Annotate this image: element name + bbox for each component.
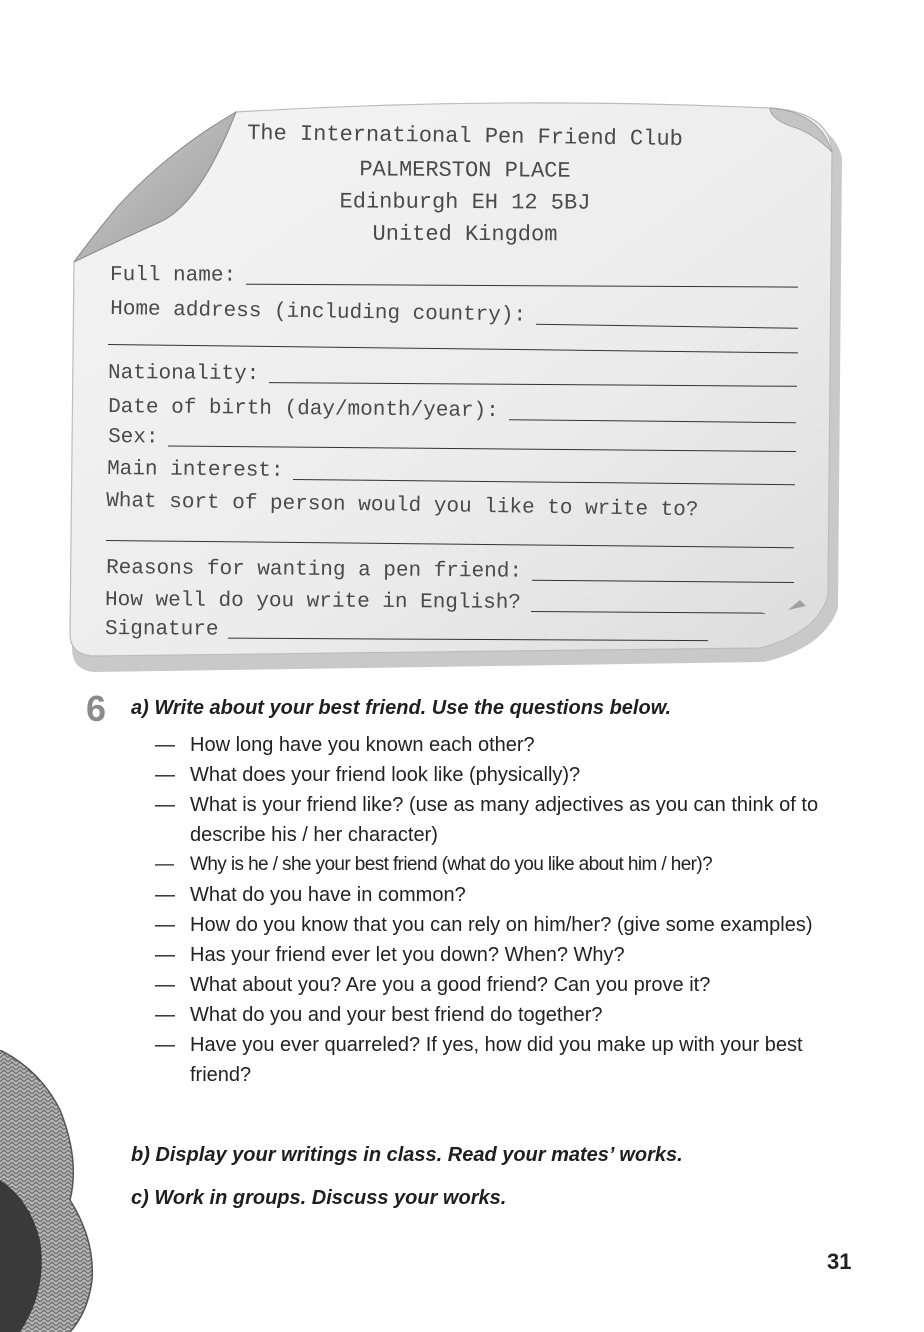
question-text: What is your friend like? (use as many adjectives as you can think of to describe his / her character): [190, 794, 819, 846]
home-address-label: Home address (including country):: [110, 298, 527, 328]
reasons-field[interactable]: [106, 553, 794, 587]
main-interest-field[interactable]: [107, 454, 795, 489]
date-of-birth-label: Date of birth (day/month/year):: [108, 396, 499, 424]
exercise-part-b: b) Display your writings in class. Read your mates’ works.: [131, 1144, 683, 1166]
question-text: How do you know that you can rely on him/her? (give some examples): [190, 914, 813, 936]
list-item: [155, 1000, 835, 1030]
english-level-label: How well do you write in English?: [105, 589, 522, 615]
english-level-blank[interactable]: [531, 609, 765, 614]
nationality-field[interactable]: [108, 358, 797, 391]
page-number: 31: [827, 1249, 852, 1274]
list-item: [155, 940, 835, 970]
home-address-blank-2[interactable]: [108, 344, 798, 353]
home-address-blank[interactable]: [536, 322, 798, 329]
sex-blank[interactable]: [168, 444, 796, 452]
nationality-blank[interactable]: [269, 380, 797, 387]
dash-bullet: —: [155, 854, 174, 875]
dash-bullet: —: [155, 884, 175, 906]
english-level-field[interactable]: [105, 585, 765, 618]
dash-bullet: —: [155, 914, 175, 936]
question-text: Has your friend ever let you down? When? Why?: [190, 944, 625, 966]
club-city: Edinburgh EH 12 5BJ: [339, 189, 591, 216]
full-name-label: Full name:: [110, 264, 237, 288]
exercise-part-c: c) Work in groups. Discuss your works.: [131, 1187, 507, 1209]
exercise-number: 6: [86, 688, 107, 729]
main-interest-label: Main interest:: [107, 458, 284, 483]
list-item: [155, 880, 835, 910]
full-name-field[interactable]: [110, 260, 798, 292]
nationality-label: Nationality:: [108, 362, 260, 387]
person-type-field: [106, 486, 746, 524]
club-country: United Kingdom: [372, 221, 558, 248]
question-list: [155, 730, 835, 1090]
dash-bullet: —: [155, 1004, 175, 1026]
person-type-blank[interactable]: [106, 540, 794, 548]
dash-bullet: —: [155, 764, 175, 786]
question-text: What do you have in common?: [190, 884, 466, 906]
main-interest-blank[interactable]: [293, 477, 795, 485]
list-item: [155, 910, 835, 940]
home-address-field[interactable]: [110, 294, 798, 333]
question-text: What do you and your best friend do together?: [190, 1004, 603, 1026]
question-text: How long have you known each other?: [190, 734, 535, 756]
reasons-blank[interactable]: [532, 578, 794, 583]
list-item: [155, 760, 835, 790]
list-item: [155, 730, 835, 760]
signature-blank[interactable]: [228, 636, 708, 642]
sex-field[interactable]: [108, 422, 796, 456]
dash-bullet: —: [155, 1034, 175, 1056]
question-text: What about you? Are you a good friend? Can you prove it?: [190, 974, 711, 996]
club-street: PALMERSTON PLACE: [359, 157, 571, 184]
reasons-label: Reasons for wanting a pen friend:: [106, 557, 523, 584]
person-type-label: What sort of person would you like to write to?: [106, 490, 699, 523]
date-of-birth-blank[interactable]: [509, 417, 796, 423]
dash-bullet: —: [155, 734, 175, 756]
question-text: Why is he / she your best friend (what do you like about him / her)?: [190, 854, 713, 875]
exercise-part-a: a) Write about your best friend. Use the questions below.: [131, 697, 672, 719]
dash-bullet: —: [155, 944, 175, 966]
sweater-photo: [0, 1050, 110, 1332]
list-item: [155, 850, 835, 880]
question-text: Have you ever quarreled? If yes, how did you make up with your best friend?: [190, 1034, 803, 1086]
list-item: [155, 790, 835, 850]
full-name-blank[interactable]: [246, 282, 798, 288]
dash-bullet: —: [155, 794, 175, 816]
signature-label: Signature: [105, 618, 219, 642]
club-name: The International Pen Friend Club: [247, 120, 683, 153]
dash-bullet: —: [155, 974, 175, 996]
list-item: [155, 970, 835, 1000]
question-text: What does your friend look like (physically)?: [190, 764, 581, 786]
sex-label: Sex:: [108, 426, 159, 450]
signature-field[interactable]: [105, 614, 708, 645]
list-item: [155, 1030, 835, 1090]
